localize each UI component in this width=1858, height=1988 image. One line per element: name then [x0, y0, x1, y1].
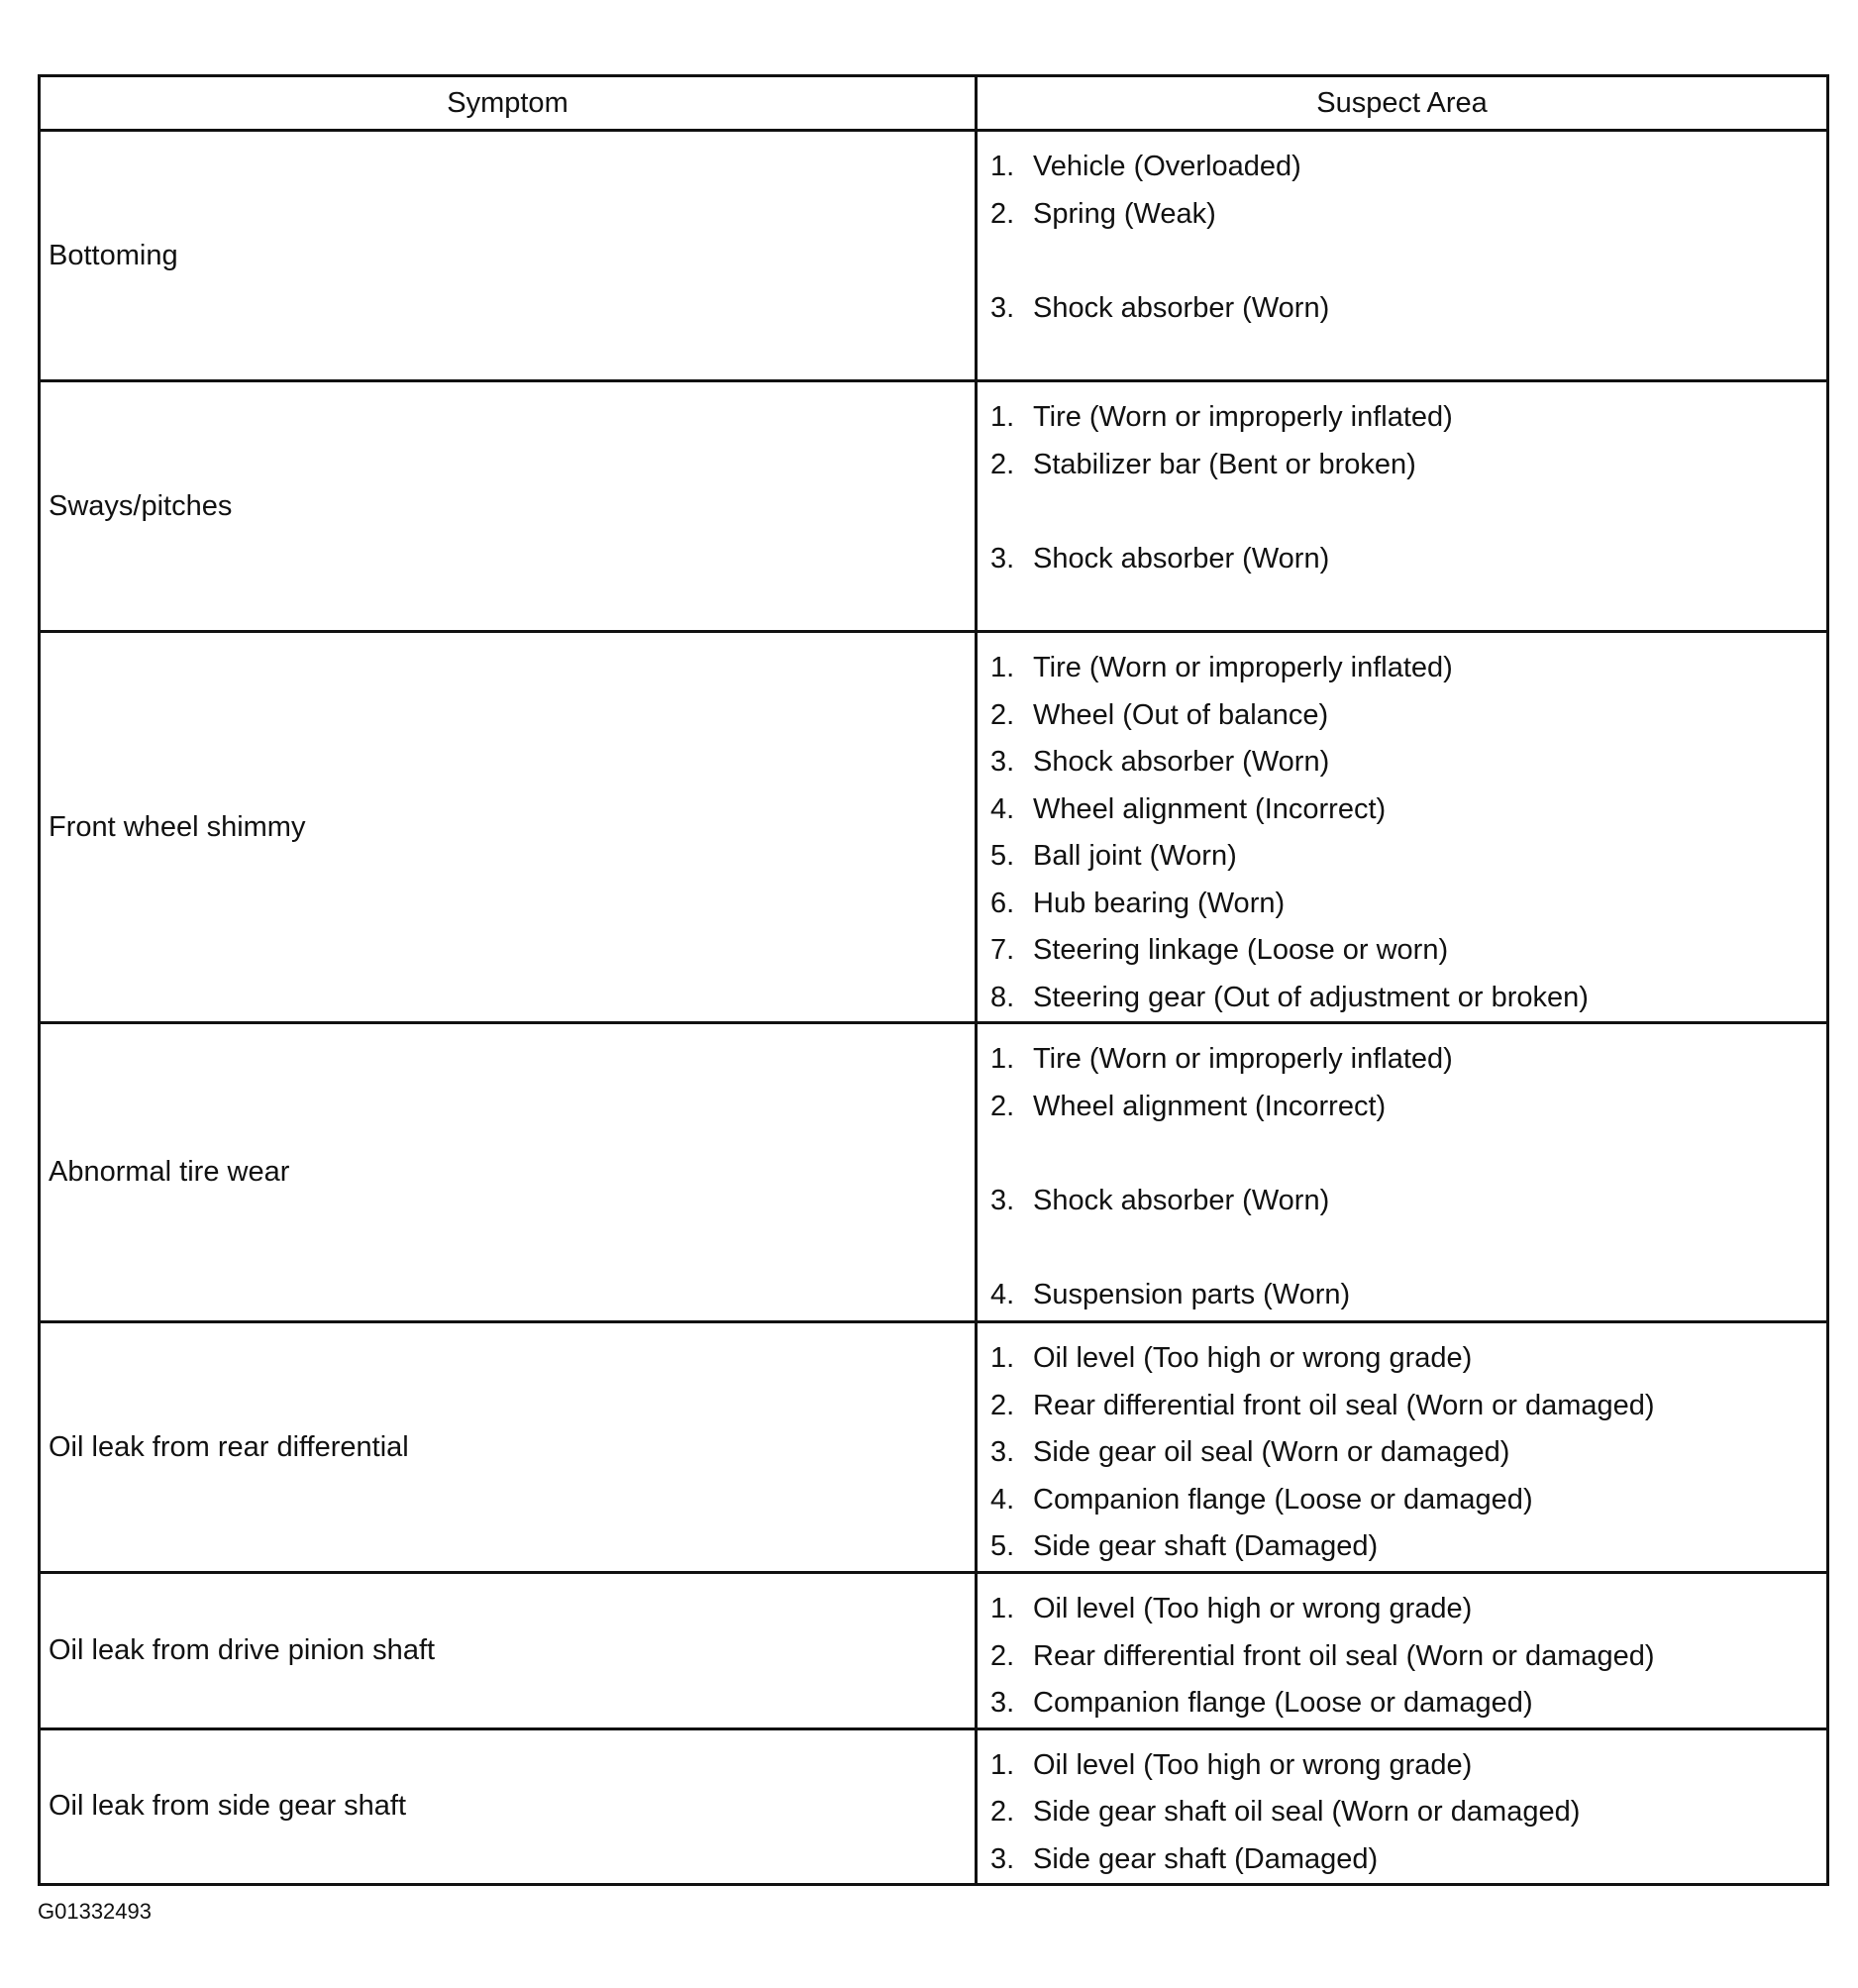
- table-body: [40, 131, 1828, 1885]
- item-text: Steering linkage (Loose or worn): [1033, 934, 1449, 966]
- item-text: Shock absorber (Worn): [1033, 746, 1330, 778]
- list-item: [990, 1633, 1826, 1681]
- item-text: Steering gear (Out of adjustment or broken): [1033, 981, 1589, 1013]
- item-text: Oil level (Too high or wrong grade): [1033, 1342, 1473, 1374]
- item-text: Suspension parts (Worn): [1033, 1278, 1351, 1310]
- suspect-area-cell: [977, 1023, 1828, 1322]
- list-item: [990, 1084, 1826, 1131]
- suspect-area-cell: [977, 131, 1828, 381]
- item-number: 2.: [990, 698, 1015, 731]
- list-item: [990, 394, 1826, 442]
- item-number: 4.: [990, 1278, 1015, 1310]
- list-item: [990, 692, 1826, 740]
- item-number: 5.: [990, 840, 1015, 872]
- table-row: [40, 131, 1828, 381]
- symptom-cell: Front wheel shimmy: [40, 632, 977, 1023]
- figure-code: G01332493: [38, 1899, 152, 1924]
- list-item: [990, 1742, 1826, 1790]
- item-number: 1.: [990, 1043, 1015, 1075]
- item-number: 2.: [990, 1639, 1015, 1672]
- list-item: [990, 191, 1826, 239]
- item-text: Shock absorber (Worn): [1033, 542, 1330, 575]
- item-text: Ball joint (Worn): [1033, 840, 1237, 872]
- item-number: 3.: [990, 542, 1015, 575]
- item-number: 8.: [990, 981, 1015, 1013]
- suspect-area-list: [990, 1742, 1826, 1884]
- header-suspect-area: Suspect Area: [977, 76, 1828, 131]
- item-number: 1.: [990, 1342, 1015, 1374]
- symptom-cell: Oil leak from rear differential: [40, 1322, 977, 1573]
- symptom-cell: Abnormal tire wear: [40, 1023, 977, 1322]
- list-item: [990, 1836, 1826, 1884]
- item-number: 1.: [990, 1593, 1015, 1624]
- symptom-cell: Sways/pitches: [40, 381, 977, 632]
- item-number: 2.: [990, 448, 1015, 480]
- table-row: [40, 381, 1828, 632]
- item-text: Wheel alignment (Incorrect): [1033, 1090, 1387, 1122]
- item-text: Shock absorber (Worn): [1033, 1184, 1330, 1216]
- header-row: [40, 76, 1828, 131]
- list-item: [990, 1335, 1826, 1383]
- list-item: [990, 786, 1826, 834]
- item-text: Companion flange (Loose or damaged): [1033, 1687, 1533, 1719]
- list-item: [990, 1036, 1826, 1084]
- item-number: 1.: [990, 401, 1015, 433]
- list-item: [990, 1523, 1826, 1571]
- item-number: 6.: [990, 887, 1015, 919]
- suspect-area-list: [990, 144, 1826, 332]
- list-item: [990, 1178, 1826, 1225]
- item-number: 5.: [990, 1530, 1015, 1562]
- list-item: [990, 739, 1826, 786]
- table-row: [40, 1728, 1828, 1885]
- suspect-area-list: [990, 1036, 1826, 1318]
- item-text: Side gear oil seal (Worn or damaged): [1033, 1436, 1510, 1468]
- suspect-area-list: [990, 394, 1826, 582]
- list-item: [990, 144, 1826, 191]
- symptom-cell: Oil leak from side gear shaft: [40, 1728, 977, 1885]
- item-text: Wheel alignment (Incorrect): [1033, 792, 1387, 825]
- item-number: 2.: [990, 1389, 1015, 1421]
- list-item: [990, 1477, 1826, 1524]
- item-text: Tire (Worn or improperly inflated): [1033, 652, 1453, 683]
- item-text: Oil level (Too high or wrong grade): [1033, 1748, 1473, 1781]
- list-item: [990, 536, 1826, 583]
- item-text: Stabilizer bar (Bent or broken): [1033, 448, 1416, 480]
- list-item: [990, 1680, 1826, 1727]
- suspect-area-cell: [977, 632, 1828, 1023]
- item-text: Side gear shaft (Damaged): [1033, 1842, 1379, 1875]
- item-number: 3.: [990, 1687, 1015, 1719]
- list-item: [990, 1272, 1826, 1319]
- list-item: [990, 1429, 1826, 1477]
- item-number: 4.: [990, 1483, 1015, 1516]
- table-row: [40, 632, 1828, 1023]
- item-number: 3.: [990, 291, 1015, 324]
- item-text: Vehicle (Overloaded): [1033, 151, 1301, 182]
- item-text: Shock absorber (Worn): [1033, 291, 1330, 324]
- list-item: [990, 833, 1826, 881]
- symptom-cell: Bottoming: [40, 131, 977, 381]
- list-item: [990, 927, 1826, 975]
- item-number: 2.: [990, 1796, 1015, 1828]
- item-number: 3.: [990, 1184, 1015, 1216]
- suspect-area-cell: [977, 1322, 1828, 1573]
- item-text: Rear differential front oil seal (Worn or damaged): [1033, 1639, 1655, 1672]
- item-number: 1.: [990, 151, 1015, 182]
- item-text: Tire (Worn or improperly inflated): [1033, 1043, 1453, 1075]
- item-number: 4.: [990, 792, 1015, 825]
- item-number: 1.: [990, 652, 1015, 683]
- list-item: [990, 1586, 1826, 1633]
- list-item: [990, 645, 1826, 692]
- suspect-area-cell: [977, 381, 1828, 632]
- item-text: Oil level (Too high or wrong grade): [1033, 1593, 1473, 1624]
- item-text: Companion flange (Loose or damaged): [1033, 1483, 1533, 1516]
- list-item: [990, 285, 1826, 333]
- item-number: 2.: [990, 1090, 1015, 1122]
- item-text: Spring (Weak): [1033, 197, 1216, 230]
- table-row: [40, 1322, 1828, 1573]
- item-text: Tire (Worn or improperly inflated): [1033, 401, 1453, 433]
- item-text: Hub bearing (Worn): [1033, 887, 1286, 919]
- symptom-cell: Oil leak from drive pinion shaft: [40, 1573, 977, 1729]
- item-number: 3.: [990, 1436, 1015, 1468]
- suspect-area-cell: [977, 1573, 1828, 1729]
- item-number: 3.: [990, 746, 1015, 778]
- item-text: Rear differential front oil seal (Worn or damaged): [1033, 1389, 1655, 1421]
- list-item: [990, 1383, 1826, 1430]
- suspect-area-list: [990, 645, 1826, 1021]
- header-symptom: Symptom: [40, 76, 977, 131]
- list-item: [990, 1789, 1826, 1836]
- suspect-area-cell: [977, 1728, 1828, 1885]
- list-item: [990, 442, 1826, 489]
- item-number: 3.: [990, 1842, 1015, 1875]
- item-number: 7.: [990, 934, 1015, 966]
- item-text: Side gear shaft (Damaged): [1033, 1530, 1379, 1562]
- list-item: [990, 975, 1826, 1022]
- symptom-table: [38, 74, 1829, 1886]
- list-item: [990, 881, 1826, 928]
- item-number: 2.: [990, 197, 1015, 230]
- suspect-area-list: [990, 1586, 1826, 1727]
- item-text: Wheel (Out of balance): [1033, 698, 1329, 731]
- suspect-area-list: [990, 1335, 1826, 1571]
- table-row: [40, 1573, 1828, 1729]
- table-row: [40, 1023, 1828, 1322]
- item-number: 1.: [990, 1748, 1015, 1781]
- item-text: Side gear shaft oil seal (Worn or damaged): [1033, 1796, 1581, 1828]
